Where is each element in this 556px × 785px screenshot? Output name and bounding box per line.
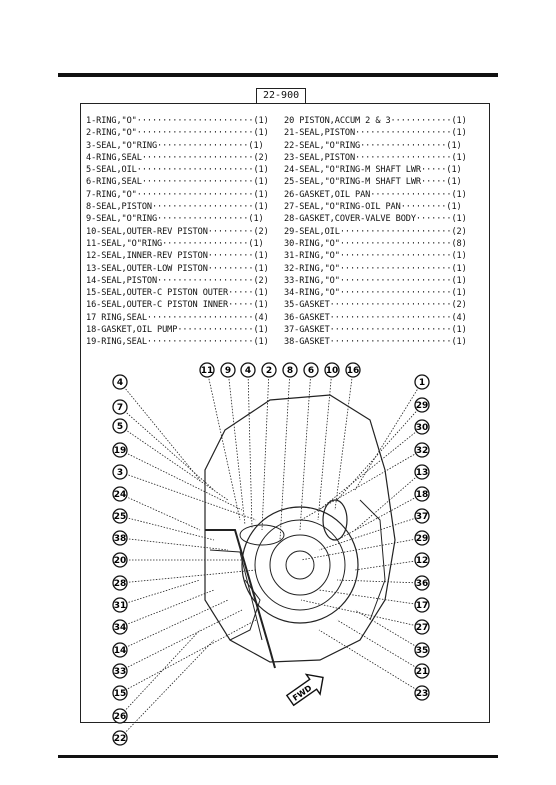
svg-text:8: 8 (286, 366, 294, 377)
callout-36 (415, 576, 429, 590)
callout-12 (415, 553, 429, 567)
svg-text:35: 35 (415, 646, 429, 657)
svg-text:5: 5 (116, 422, 124, 433)
part-row: 10-SEAL,OUTER-REV PISTON·········(2) (86, 226, 269, 237)
part-row: 15-SEAL,OUTER-C PISTON OUTER·····(1) (86, 288, 269, 299)
callout-24 (113, 487, 127, 501)
part-row: 2-RING,"O"·······················(1) (86, 128, 269, 139)
part-row: 14-SEAL,PISTON···················(2) (86, 275, 269, 286)
callout-1 (415, 375, 429, 389)
callout-22 (113, 731, 127, 745)
svg-text:28: 28 (113, 579, 127, 590)
svg-text:12: 12 (415, 556, 429, 567)
svg-text:1: 1 (418, 378, 426, 389)
leader-line (280, 370, 290, 540)
svg-text:17: 17 (415, 601, 429, 612)
leader-line (301, 600, 422, 627)
part-row: 4-RING,SEAL······················(2) (86, 152, 269, 163)
part-row: 18-GASKET,OIL PUMP···············(1) (86, 325, 269, 336)
fwd-arrow (283, 668, 330, 711)
callout-15 (113, 686, 127, 700)
leader-line (355, 472, 422, 530)
section-code-tag: 22-900 (256, 88, 306, 104)
callout-7 (113, 400, 127, 414)
callout-3 (113, 465, 127, 479)
leader-line (120, 610, 242, 671)
fwd-label: FWD (291, 683, 314, 703)
part-row: 13-SEAL,OUTER-LOW PISTON·········(1) (86, 263, 269, 274)
leader-line (207, 370, 240, 520)
leader-line (120, 516, 214, 540)
part-row: 9-SEAL,"O"RING··················(1) (86, 214, 264, 225)
part-row: 28-GASKET,COVER-VALVE BODY·······(1) (284, 214, 467, 225)
part-row: 21-SEAL,PISTON···················(1) (284, 128, 467, 139)
callout-19 (113, 443, 127, 457)
svg-text:26: 26 (113, 712, 127, 723)
part-row: 33-RING,"O"······················(1) (284, 275, 467, 286)
svg-text:27: 27 (415, 623, 429, 634)
leader-line (120, 620, 256, 693)
svg-text:24: 24 (113, 490, 127, 501)
callout-30 (415, 420, 429, 434)
callout-9 (221, 363, 235, 377)
leader-line (355, 560, 422, 570)
part-row: 12-SEAL,INNER-REV PISTON·········(1) (86, 251, 269, 262)
leader-line (301, 450, 422, 520)
svg-text:9: 9 (224, 366, 232, 377)
leader-line (319, 516, 422, 550)
callout-26 (113, 709, 127, 723)
svg-text:6: 6 (307, 366, 315, 377)
part-row: 17 RING,SEAL·····················(4) (86, 312, 269, 323)
leader-line (120, 580, 200, 605)
svg-text:37: 37 (415, 512, 429, 523)
part-row: 3-SEAL,"O"RING··················(1) (86, 140, 264, 151)
svg-text:4: 4 (244, 366, 252, 377)
callout-29 (415, 531, 429, 545)
leader-line (120, 494, 200, 530)
part-row: 5-SEAL,OIL·······················(1) (86, 165, 269, 176)
part-row: 38-GASKET························(1) (284, 337, 467, 348)
svg-text:29: 29 (415, 401, 429, 412)
callout-21 (415, 664, 429, 678)
callout-20 (113, 553, 127, 567)
svg-text:33: 33 (113, 667, 127, 678)
leader-line (120, 538, 228, 550)
svg-text:19: 19 (113, 446, 127, 457)
callout-8 (283, 363, 297, 377)
leader-line (337, 580, 422, 583)
callout-23 (415, 686, 429, 700)
part-row: 24-SEAL,"O"RING-M SHAFT LWR·····(1) (284, 165, 462, 176)
svg-text:13: 13 (415, 468, 429, 479)
leader-line (228, 370, 245, 525)
svg-text:22: 22 (113, 734, 127, 745)
leader-line (337, 405, 422, 500)
leader-line (120, 450, 242, 510)
leader-line (120, 570, 256, 583)
callout-18 (415, 487, 429, 501)
leader-line (120, 472, 256, 520)
callout-25 (113, 509, 127, 523)
callout-33 (113, 664, 127, 678)
svg-text:15: 15 (113, 689, 127, 700)
part-row: 23-SEAL,PISTON···················(1) (284, 152, 467, 163)
part-row: 31-RING,"O"······················(1) (284, 251, 467, 262)
leader-line (120, 407, 214, 490)
callout-29 (415, 398, 429, 412)
callout-11 (200, 363, 214, 377)
leader-line (355, 610, 422, 650)
svg-text:25: 25 (113, 512, 127, 523)
svg-text:31: 31 (113, 601, 127, 612)
leader-line (318, 370, 332, 520)
svg-text:11: 11 (200, 366, 214, 377)
part-row: 35-GASKET························(2) (284, 300, 467, 311)
part-row: 29-SEAL,OIL······················(2) (284, 226, 467, 237)
callout-5 (113, 419, 127, 433)
leader-line (120, 630, 200, 716)
part-row: 22-SEAL,"O"RING·················(1) (284, 140, 462, 151)
part-row: 19-RING,SEAL·····················(1) (86, 337, 269, 348)
svg-text:30: 30 (415, 423, 429, 434)
svg-text:23: 23 (415, 689, 429, 700)
leader-line (248, 370, 252, 528)
callout-4 (241, 363, 255, 377)
callout-27 (415, 620, 429, 634)
part-row: 36-GASKET························(4) (284, 312, 467, 323)
leader-line (262, 370, 269, 530)
part-row: 7-RING,"O"·······················(1) (86, 189, 269, 200)
part-row: 26-GASKET,OIL PAN················(1) (284, 189, 467, 200)
svg-text:18: 18 (415, 490, 429, 501)
leader-line (120, 382, 200, 480)
leader-line (120, 640, 214, 738)
leader-line (300, 370, 311, 530)
svg-text:36: 36 (415, 579, 429, 590)
part-row: 8-SEAL,PISTON····················(1) (86, 202, 269, 213)
callout-17 (415, 598, 429, 612)
callout-6 (304, 363, 318, 377)
leader-line (319, 427, 422, 510)
part-row: 20 PISTON,ACCUM 2 & 3············(1) (284, 116, 467, 126)
svg-text:3: 3 (116, 468, 124, 479)
callout-32 (415, 443, 429, 457)
callout-38 (113, 531, 127, 545)
leader-line (355, 382, 422, 490)
part-row: 27-SEAL,"O"RING-OIL PAN·········(1) (284, 202, 462, 213)
callout-14 (113, 643, 127, 657)
part-row: 32-RING,"O"······················(1) (284, 263, 467, 274)
callout-2 (262, 363, 276, 377)
svg-text:34: 34 (113, 623, 127, 634)
svg-text:21: 21 (415, 667, 429, 678)
svg-text:20: 20 (113, 556, 127, 567)
leader-line (120, 590, 214, 627)
callout-37 (415, 509, 429, 523)
svg-text:32: 32 (415, 446, 429, 457)
svg-text:2: 2 (265, 366, 273, 377)
part-row: 30-RING,"O"······················(8) (284, 238, 467, 249)
callout-16 (346, 363, 360, 377)
transmission-body-illustration (205, 395, 395, 668)
part-row: 16-SEAL,OUTER-C PISTON INNER·····(1) (86, 300, 269, 311)
leader-line (120, 426, 228, 500)
svg-text:16: 16 (346, 366, 360, 377)
part-row: 6-RING,SEAL······················(1) (86, 177, 269, 188)
part-row: 34-RING,"O"······················(1) (284, 288, 467, 299)
svg-text:7: 7 (116, 403, 124, 414)
callout-34 (113, 620, 127, 634)
svg-text:29: 29 (415, 534, 429, 545)
callout-13 (415, 465, 429, 479)
callout-10 (325, 363, 339, 377)
leader-line (319, 590, 422, 605)
part-row: 1-RING,"O"·······················(1) (86, 116, 269, 126)
part-row: 37-GASKET························(1) (284, 325, 467, 336)
part-row: 25-SEAL,"O"RING-M SHAFT LWR·····(1) (284, 177, 462, 188)
callout-31 (113, 598, 127, 612)
svg-text:4: 4 (116, 378, 124, 389)
leader-line (335, 370, 353, 510)
callout-35 (415, 643, 429, 657)
part-row: 11-SEAL,"O"RING·················(1) (86, 238, 264, 249)
svg-text:14: 14 (113, 646, 127, 657)
callout-28 (113, 576, 127, 590)
callout-4 (113, 375, 127, 389)
svg-text:10: 10 (325, 366, 339, 377)
leader-line (337, 494, 422, 540)
svg-text:38: 38 (113, 534, 127, 545)
